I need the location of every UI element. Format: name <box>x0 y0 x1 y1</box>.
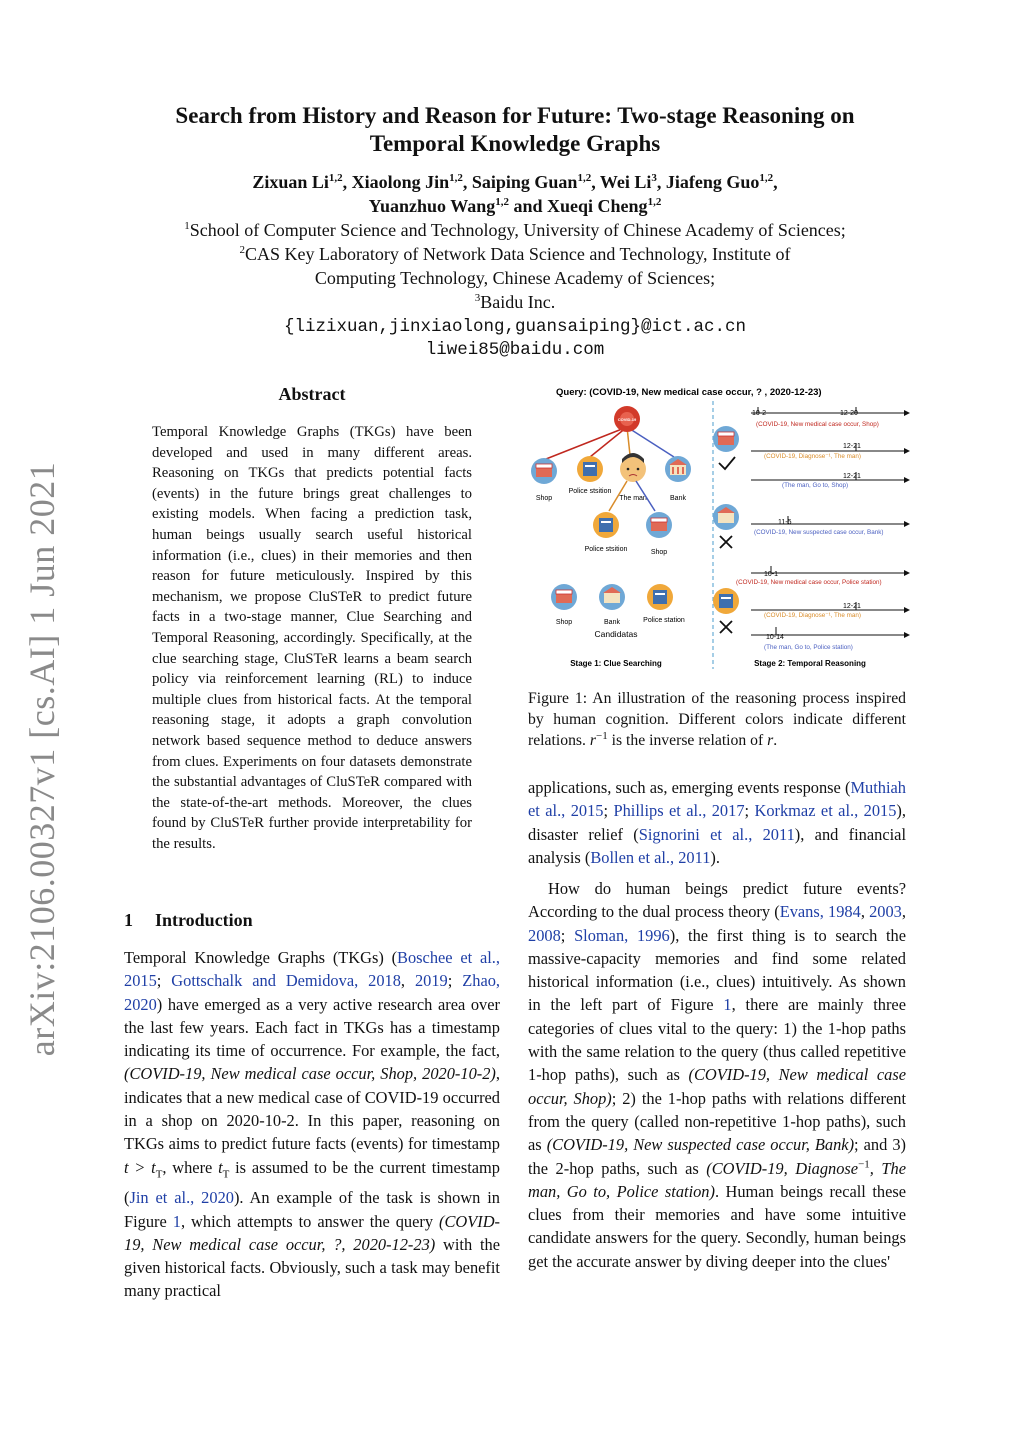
abstract-text: Temporal Knowledge Graphs (TKGs) have been developed and used in many different areas. Reasoning on TKGs that predicts potential facts (events) in the future brings great challenges to existing models. When facing a prediction task, human beings usually search useful historical information (i.e., clues) in their memories and then reason for future meticulously. Inspired by this mechanism, we propose CluSTeR to predict future facts in a two-stage manner, Clue Searching and Temporal Reasoning, accordingly. Specifically, at the clue searching stage, CluSTeR learns a beam search policy via reinforcement learning (RL) to induce multiple clues from historical facts. At the temporal reasoning stage, it adopts a graph convolution network based sequence method to deduce answers from clues. Experiments on four datasets demonstrate the substantial advantages of CluSTeR compared with the state-of-the-art methods. Moreover, the clues found by CluSTeR further provide interpretability for the results. <box>152 424 472 852</box>
timeline-group-3 <box>713 566 910 651</box>
svg-text:Police stsition: Police stsition <box>568 488 612 495</box>
abstract-heading: Abstract <box>278 384 346 404</box>
arxiv-side-label: arXiv:2106.00327v1 [cs.AI] 1 Jun 2021 <box>22 461 62 1056</box>
node-the-man <box>619 453 647 502</box>
citation-link[interactable]: Signorini et al., 2011 <box>638 824 795 844</box>
cross-icon <box>720 536 732 548</box>
node-police-2 <box>585 512 628 553</box>
node-police-1 <box>569 456 612 495</box>
citation-link[interactable]: 2019 <box>414 971 448 991</box>
svg-text:10-14: 10-14 <box>766 634 784 641</box>
citation-link[interactable]: Jin et al., 2020 <box>129 1188 234 1208</box>
svg-text:12-21: 12-21 <box>843 473 861 480</box>
svg-text:Police stsition: Police stsition <box>584 546 628 553</box>
figure-1-caption: Figure 1: An illustration of the reasoning process inspired by human cognition. Different colors indicate different relations. $r^{-1}$ is the inverse relation of r. <box>528 690 906 749</box>
citation-link[interactable]: 1 <box>723 995 732 1015</box>
stage-2-label: Stage 2: Temporal Reasoning <box>754 659 866 668</box>
citation-link[interactable]: Phillips et al., 2017 <box>613 801 745 821</box>
svg-text:Shop: Shop <box>535 495 553 502</box>
citation-link[interactable]: Bollen et al., 2011 <box>590 847 711 867</box>
svg-text:Bank: Bank <box>670 495 686 502</box>
timeline-group-2 <box>713 504 910 548</box>
svg-text:(The man, Go to, Shop): (The man, Go to, Shop) <box>782 482 849 489</box>
candidate-bank <box>599 584 625 626</box>
svg-text:11-5: 11-5 <box>778 519 792 526</box>
svg-text:The man: The man <box>619 495 647 502</box>
svg-text:COVID-19: COVID-19 <box>617 417 637 422</box>
svg-text:12-20: 12-20 <box>840 410 858 417</box>
citation-link[interactable]: Gottschalk and Demidova, 2018 <box>171 971 401 991</box>
right-paragraph-1: applications, such as, emerging events response (Muthiah et al., 2015; Phillips et al., 2017; Korkmaz et al., 2015), disaster relief (Signorini et al., 2011), and financial analysis (Bollen et al., 2011). <box>528 778 907 867</box>
right-paragraph-2: How do human beings predict future events? According to the dual process theory (Evans, 1984, 2003, 2008; Sloman, 1996), the first thing is to search the massive-capacity memories and find some related historical information (i.e., clues) intuitively. As shown in the left part of Figure 1, there are mainly three categories of clues vital to the query: 1) the 1-hop paths with the same relation to the query (thus called repetitive 1-hop paths), such as (COVID-19, New medical case occur, Shop); 2) the 1-hop paths with relations different from the query (called non-repetitive 1-hop paths), such as (COVID-19, New suspected case occur, Bank); and 3) the 2-hop paths, such as (COVID-19, Diagnose$^{-1}$, The man, Go to, Police station). Human beings recall these clues from their memories and have some intuitive candidate answers for the query. Secondly, human beings get the accurate answer by diving deeper into the clues' <box>528 879 906 1271</box>
svg-text:(COVID-19, New medical case oc: (COVID-19, New medical case occur, Police station) <box>736 579 882 586</box>
paper-title: Search from History and Reason for Future: Two-stage Reasoning on Temporal Knowledge Graphs <box>175 103 855 156</box>
check-icon <box>719 457 735 469</box>
svg-text:Shop: Shop <box>555 619 573 626</box>
citation-link[interactable]: Sloman, 1996 <box>574 925 670 945</box>
figure-query-text: Query: (COVID-19, New medical case occur, ? , 2020-12-23) <box>556 387 822 398</box>
node-shop-2 <box>646 512 672 556</box>
section-heading-introduction: 1 Introduction <box>124 910 253 930</box>
svg-text:Shop: Shop <box>650 549 668 556</box>
candidates-label: Candidatas <box>594 629 638 639</box>
svg-text:12-21: 12-21 <box>843 603 861 610</box>
node-shop-1 <box>531 458 557 502</box>
citation-link[interactable]: 2003 <box>869 902 902 922</box>
svg-text:(The man, Go to, Police statio: (The man, Go to, Police station) <box>764 644 853 651</box>
citation-link[interactable]: 2008 <box>528 925 561 945</box>
citation-link[interactable]: Zhao, 2020 <box>124 971 501 1014</box>
emails: {lizixuan,jinxiaolong,guansaiping}@ict.ac.cn liwei85@baidu.com <box>283 317 747 360</box>
stage-1-label: Stage 1: Clue Searching <box>570 659 662 668</box>
citation-link[interactable]: Korkmaz et al., 2015 <box>754 801 897 821</box>
candidate-shop <box>551 584 577 626</box>
svg-text:10-1: 10-1 <box>764 571 779 578</box>
candidate-police <box>643 584 685 624</box>
svg-text:(COVID-19, New suspected case: (COVID-19, New suspected case occur, Bank) <box>754 529 884 536</box>
author-line-2: Yuanzhuo Wang$^{1,2}$ and Xueqi Cheng$^{1,2}$ <box>368 196 662 216</box>
node-bank-1 <box>665 456 691 502</box>
citation-link[interactable]: Boschee et al., 2015 <box>124 948 500 991</box>
figure-1 <box>526 383 910 673</box>
covid-node <box>546 406 674 459</box>
citation-link[interactable]: 1 <box>172 1211 181 1231</box>
svg-text:10-2: 10-2 <box>752 410 767 417</box>
svg-text:Police station: Police station <box>643 617 685 624</box>
citation-link[interactable]: Muthiah et al., 2015 <box>528 778 906 821</box>
citation-link[interactable]: Evans, 1984 <box>779 902 861 922</box>
svg-text:Bank: Bank <box>604 619 620 626</box>
svg-text:(COVID-19, Diagnose⁻¹, The man: (COVID-19, Diagnose⁻¹, The man) <box>764 612 861 619</box>
timeline-group-1 <box>713 407 910 489</box>
author-line-1: Zixuan Li$^{1,2}$, Xiaolong Jin$^{1,2}$, Saiping Guan$^{1,2}$, Wei Li$^3$, Jiafeng Guo$^{1,2}$, <box>252 172 778 192</box>
svg-text:12-21: 12-21 <box>843 443 861 450</box>
cross-icon <box>720 621 732 633</box>
affiliations: $^1$School of Computer Science and Technology, University of Chinese Academy of Sciences; $^2$CAS Key Laboratory of Network Data Science and Technology, Institute of Computing Technology, Chinese Academy of Sciences; $^3$Baidu Inc. <box>184 220 846 312</box>
svg-text:(COVID-19, Diagnose⁻¹, The man: (COVID-19, Diagnose⁻¹, The man) <box>764 453 861 460</box>
intro-paragraph: Temporal Knowledge Graphs (TKGs) (Boschee et al., 2015; Gottschalk and Demidova, 2018, 2019; Zhao, 2020) have emerged as a very active research area over the last few years. Each fact in TKGs has a timestamp indicating its time of occurrence. For example, the fact, (COVID-19, New medical case occur, Shop, 2020-10-2), indicates that a new medical case of COVID-19 occurred in a shop on 2020-10-2. In this paper, reasoning on TKGs aims to predict future facts (events) for timestamp $t > t_T$, where $t_T$ is assumed to be the current timestamp (Jin et al., 2020). An example of the task is shown in Figure 1, which attempts to answer the query (COVID-19, New medical case occur, ?, 2020-12-23) with the given historical facts. Obviously, such a task may benefit many practical <box>124 948 501 1301</box>
svg-text:(COVID-19, New medical case oc: (COVID-19, New medical case occur, Shop) <box>756 421 879 428</box>
author-list <box>120 170 910 218</box>
paper-header <box>120 102 910 362</box>
